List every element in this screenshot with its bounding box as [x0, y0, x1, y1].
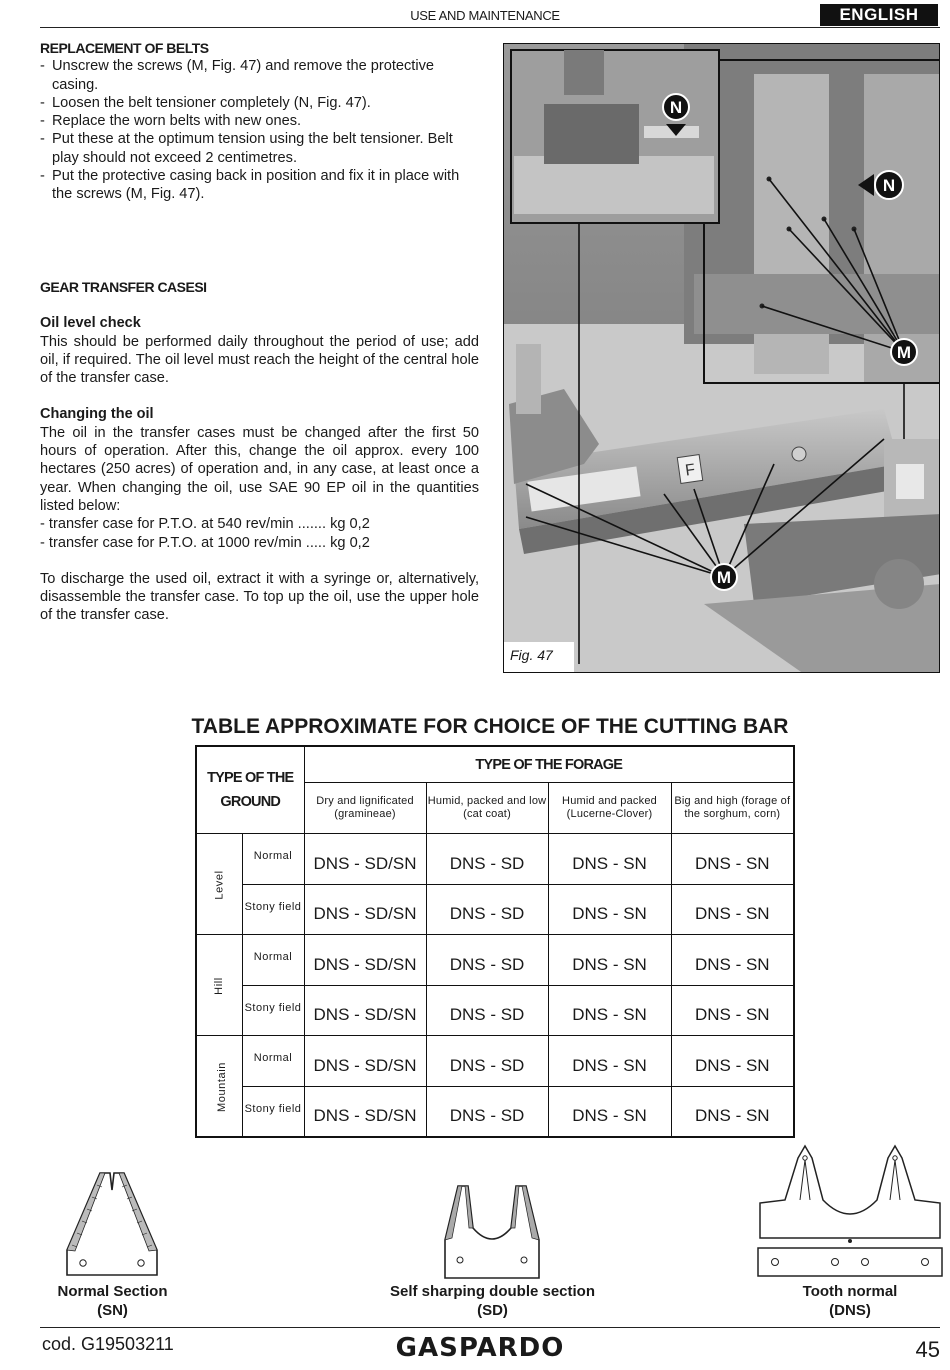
forage-header: TYPE OF THE FORAGE	[304, 746, 794, 783]
oil-quantity-540: - transfer case for P.T.O. at 540 rev/min ....... kg 0,2	[40, 516, 370, 533]
language-badge: ENGLISH	[820, 4, 938, 26]
condition-cell: Stony field	[242, 884, 304, 935]
ground-header: TYPE OF THE GROUND	[196, 746, 304, 834]
blade-label-sn: Normal Section (SN)	[57, 1283, 168, 1319]
belt-step: - Replace the worn belts with new ones.	[40, 113, 302, 130]
value-cell: DNS - SN	[548, 884, 671, 935]
brand-logo: GASPARDO	[395, 1333, 565, 1363]
value-cell: DNS - SN	[671, 985, 794, 1036]
value-cell: DNS - SD/SN	[304, 1086, 426, 1137]
belt-step: - Unscrew the screws (M, Fig. 47) and remove the protective casing.	[40, 58, 435, 93]
oil-discharge-text: To discharge the used oil, extract it with a syringe or, alternatively, disassemble the transfer case. To top up the oil, use the upper hole of the transfer case.	[40, 570, 479, 624]
condition-cell: Stony field	[242, 1086, 304, 1137]
forage-type: Humid and packed (Lucerne-Clover)	[548, 783, 671, 834]
table-row	[196, 1036, 794, 1087]
condition-cell: Stony field	[242, 985, 304, 1036]
forage-type: Humid, packed and low (cat coat)	[426, 783, 548, 834]
belts-section	[40, 39, 479, 204]
oil-change-title: Changing the oil	[40, 406, 154, 423]
m-callout-upper	[891, 339, 917, 365]
belt-step: - Put the protective casing back in position and fix it in place with the screws (M, Fig. 47).	[40, 168, 460, 203]
belts-title: REPLACEMENT OF BELTS	[40, 40, 209, 56]
running-header: USE AND MAINTENANCE	[410, 8, 560, 23]
table-row	[196, 884, 794, 935]
value-cell: DNS - SD/SN	[304, 985, 426, 1036]
svg-text:M: M	[716, 568, 732, 587]
ground-level: Level	[196, 834, 242, 935]
value-cell: DNS - SN	[548, 834, 671, 885]
f-label: F	[684, 461, 697, 480]
belt-step: - Put these at the optimum tension using the belt tensioner. Belt play should not exceed 2 centimetres.	[40, 131, 453, 166]
gear-title: GEAR TRANSFER CASESI	[40, 279, 207, 295]
value-cell: DNS - SD	[426, 935, 548, 986]
value-cell: DNS - SN	[671, 1086, 794, 1137]
m-callout-lower	[711, 564, 737, 590]
cutting-bar-table	[195, 745, 795, 1138]
value-cell: DNS - SD/SN	[304, 935, 426, 986]
normal-section-blade-icon	[55, 1165, 170, 1280]
table-row	[196, 1086, 794, 1137]
value-cell: DNS - SD	[426, 834, 548, 885]
forage-type: Big and high (forage of the sorghum, corn)	[671, 783, 794, 834]
value-cell: DNS - SD	[426, 985, 548, 1036]
tooth-normal-blade-icon	[755, 1138, 945, 1283]
figure-47	[503, 43, 940, 673]
forage-type: Dry and lignificated (gramineae)	[304, 783, 426, 834]
blade-label-sd: Self sharping double section (SD)	[389, 1283, 596, 1319]
oil-change-text: The oil in the transfer cases must be changed after the first 50 hours of operation. After this, change the oil approx. every 100 hectares (250 acres) of operation and, in any case, at least once a year. When changing the oil, use SAE 90 EP oil in the quantities listed below:	[40, 424, 479, 514]
value-cell: DNS - SN	[671, 935, 794, 986]
gear-section	[40, 278, 479, 625]
page-number: 45	[915, 1337, 940, 1362]
value-cell: DNS - SN	[671, 834, 794, 885]
value-cell: DNS - SN	[671, 1036, 794, 1087]
table-title: TABLE APPROXIMATE FOR CHOICE OF THE CUTTING BAR	[191, 715, 789, 738]
double-section-blade-icon	[440, 1178, 545, 1283]
svg-text:M: M	[896, 343, 912, 362]
figure-caption: Fig. 47	[510, 647, 553, 663]
condition-cell: Normal	[242, 1036, 304, 1087]
value-cell: DNS - SN	[548, 935, 671, 986]
value-cell: DNS - SN	[548, 985, 671, 1036]
value-cell: DNS - SD	[426, 1036, 548, 1087]
value-cell: DNS - SN	[548, 1086, 671, 1137]
value-cell: DNS - SD/SN	[304, 884, 426, 935]
value-cell: DNS - SD/SN	[304, 1036, 426, 1087]
value-cell: DNS - SN	[548, 1036, 671, 1087]
ground-hill: Hill	[196, 935, 242, 1036]
footer-rule	[40, 1327, 940, 1328]
table-row	[196, 985, 794, 1036]
document-code: cod. G19503211	[42, 1334, 174, 1354]
condition-cell: Normal	[242, 834, 304, 885]
ground-mountain: Mountain	[196, 1036, 242, 1138]
oil-quantity-1000: - transfer case for P.T.O. at 1000 rev/min ..... kg 0,2	[40, 534, 370, 551]
oil-check-text: This should be performed daily throughout the period of use; add oil, if required. The oil level must reach the height of the central hole of the transfer case.	[40, 333, 479, 387]
blade-label-dns: Tooth normal (DNS)	[802, 1283, 898, 1319]
value-cell: DNS - SD	[426, 1086, 548, 1137]
table-row	[196, 834, 794, 885]
value-cell: DNS - SD	[426, 884, 548, 935]
machine-photo	[504, 44, 940, 673]
oil-check-title: Oil level check	[40, 315, 141, 332]
value-cell: DNS - SD/SN	[304, 834, 426, 885]
belt-step: - Loosen the belt tensioner completely (N, Fig. 47).	[40, 94, 371, 111]
svg-text:N: N	[669, 98, 683, 117]
condition-cell: Normal	[242, 935, 304, 986]
header-rule	[40, 27, 940, 28]
value-cell: DNS - SN	[671, 884, 794, 935]
svg-text:N: N	[882, 176, 896, 195]
table-row	[196, 935, 794, 986]
